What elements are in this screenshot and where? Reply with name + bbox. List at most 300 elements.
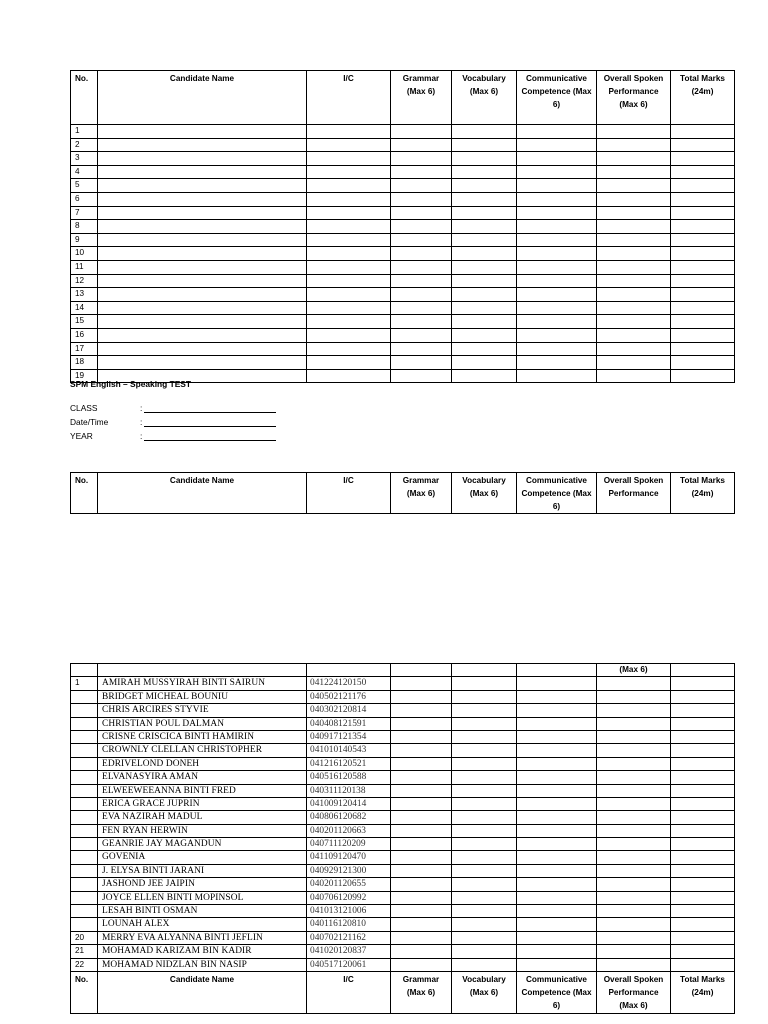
score-cell[interactable] xyxy=(597,288,671,302)
score-cell[interactable] xyxy=(597,220,671,234)
score-cell[interactable] xyxy=(671,771,735,784)
score-cell[interactable] xyxy=(98,288,307,302)
table-row xyxy=(71,905,735,918)
score-cell[interactable] xyxy=(98,165,307,179)
table-row xyxy=(71,811,735,824)
score-cell[interactable] xyxy=(391,260,452,274)
score-cell[interactable] xyxy=(597,192,671,206)
score-cell[interactable] xyxy=(452,945,517,958)
score-cell[interactable] xyxy=(517,878,597,891)
score-cell[interactable] xyxy=(597,784,671,797)
score-cell[interactable] xyxy=(452,784,517,797)
score-cell[interactable] xyxy=(307,192,391,206)
score-cell[interactable] xyxy=(391,342,452,356)
score-cell[interactable] xyxy=(517,704,597,717)
score-cell[interactable] xyxy=(671,730,735,743)
score-cell[interactable] xyxy=(517,677,597,690)
score-cell[interactable] xyxy=(517,958,597,971)
score-cell[interactable] xyxy=(391,125,452,139)
candidate-ic: 040917121354 xyxy=(307,730,391,743)
score-cell[interactable] xyxy=(517,179,597,193)
score-cell[interactable] xyxy=(452,369,517,383)
score-cell[interactable] xyxy=(452,165,517,179)
score-cell[interactable] xyxy=(671,784,735,797)
date-input-line[interactable] xyxy=(144,426,276,427)
score-cell[interactable] xyxy=(597,878,671,891)
score-cell[interactable] xyxy=(452,918,517,931)
score-cell[interactable] xyxy=(452,744,517,757)
score-cell[interactable] xyxy=(671,247,735,261)
score-cell[interactable] xyxy=(307,260,391,274)
max-note: (Max 6) xyxy=(597,664,671,677)
score-cell[interactable] xyxy=(597,958,671,971)
score-cell[interactable] xyxy=(671,260,735,274)
score-cell[interactable] xyxy=(517,206,597,220)
score-cell[interactable] xyxy=(391,356,452,370)
score-cell[interactable] xyxy=(517,288,597,302)
score-cell[interactable] xyxy=(391,192,452,206)
table-header-row xyxy=(71,473,735,514)
table-row xyxy=(71,342,735,356)
score-cell[interactable] xyxy=(307,356,391,370)
score-cell[interactable] xyxy=(307,206,391,220)
score-cell[interactable] xyxy=(391,838,452,851)
score-cell[interactable] xyxy=(391,878,452,891)
header-ic: I/C xyxy=(307,473,391,514)
score-cell[interactable] xyxy=(391,152,452,166)
score-cell[interactable] xyxy=(452,220,517,234)
score-cell[interactable] xyxy=(391,690,452,703)
score-cell[interactable] xyxy=(391,891,452,904)
score-cell[interactable] xyxy=(597,797,671,810)
score-cell[interactable] xyxy=(517,905,597,918)
score-cell[interactable] xyxy=(671,864,735,877)
candidate-ic: 040711120209 xyxy=(307,838,391,851)
score-cell[interactable] xyxy=(391,730,452,743)
score-cell[interactable] xyxy=(391,247,452,261)
score-cell[interactable] xyxy=(391,301,452,315)
score-cell[interactable] xyxy=(517,690,597,703)
score-cell[interactable] xyxy=(452,824,517,837)
score-cell[interactable] xyxy=(517,945,597,958)
score-cell[interactable] xyxy=(452,192,517,206)
candidate-ic: 040702121162 xyxy=(307,931,391,944)
header-ic: I/C xyxy=(307,71,391,125)
score-cell[interactable] xyxy=(671,690,735,703)
score-cell[interactable] xyxy=(517,717,597,730)
score-cell[interactable] xyxy=(391,717,452,730)
table-row xyxy=(71,717,735,730)
score-cell[interactable] xyxy=(517,931,597,944)
score-cell[interactable] xyxy=(98,179,307,193)
score-cell[interactable] xyxy=(98,206,307,220)
score-cell[interactable] xyxy=(517,328,597,342)
score-cell[interactable] xyxy=(671,838,735,851)
score-cell[interactable] xyxy=(671,717,735,730)
score-cell[interactable] xyxy=(517,152,597,166)
score-cell[interactable] xyxy=(597,730,671,743)
score-cell[interactable] xyxy=(671,918,735,931)
score-cell[interactable] xyxy=(671,878,735,891)
score-cell[interactable] xyxy=(597,247,671,261)
score-cell[interactable] xyxy=(452,717,517,730)
score-cell[interactable] xyxy=(391,918,452,931)
score-cell[interactable] xyxy=(98,315,307,329)
score-cell[interactable] xyxy=(452,690,517,703)
score-cell[interactable] xyxy=(452,152,517,166)
score-cell[interactable] xyxy=(597,233,671,247)
score-cell[interactable] xyxy=(597,165,671,179)
score-cell[interactable] xyxy=(597,864,671,877)
score-cell[interactable] xyxy=(391,179,452,193)
score-cell[interactable] xyxy=(597,260,671,274)
score-cell[interactable] xyxy=(671,138,735,152)
score-cell[interactable] xyxy=(307,179,391,193)
table-row xyxy=(71,206,735,220)
score-cell[interactable] xyxy=(307,369,391,383)
score-cell[interactable] xyxy=(452,206,517,220)
score-cell[interactable] xyxy=(452,301,517,315)
score-cell[interactable] xyxy=(517,824,597,837)
score-cell[interactable] xyxy=(391,328,452,342)
candidate-ic: 041020120837 xyxy=(307,945,391,958)
class-input-line[interactable] xyxy=(144,412,276,413)
score-cell[interactable] xyxy=(452,757,517,770)
score-cell[interactable] xyxy=(98,233,307,247)
candidate-ic: 041109120470 xyxy=(307,851,391,864)
score-cell[interactable] xyxy=(671,165,735,179)
score-cell[interactable] xyxy=(597,931,671,944)
score-cell[interactable] xyxy=(597,206,671,220)
score-cell[interactable] xyxy=(671,945,735,958)
table-row xyxy=(71,356,735,370)
score-cell[interactable] xyxy=(517,356,597,370)
score-cell[interactable] xyxy=(452,958,517,971)
score-cell[interactable] xyxy=(597,274,671,288)
score-cell[interactable] xyxy=(597,918,671,931)
score-cell[interactable] xyxy=(671,220,735,234)
score-cell[interactable] xyxy=(597,757,671,770)
form-title: SPM English – Speaking TEST xyxy=(70,379,191,389)
score-cell[interactable] xyxy=(517,192,597,206)
row-number: 15 xyxy=(71,315,98,329)
score-cell[interactable] xyxy=(391,206,452,220)
score-cell[interactable] xyxy=(671,288,735,302)
score-cell[interactable] xyxy=(391,824,452,837)
score-cell[interactable] xyxy=(597,744,671,757)
candidate-name: JOYCE ELLEN BINTI MOPINSOL xyxy=(98,891,307,904)
score-cell[interactable] xyxy=(391,165,452,179)
score-cell[interactable] xyxy=(597,851,671,864)
table-row xyxy=(71,260,735,274)
header-candidate-name: Candidate Name xyxy=(98,971,307,1013)
score-cell[interactable] xyxy=(391,864,452,877)
score-cell[interactable] xyxy=(671,274,735,288)
table-row xyxy=(71,247,735,261)
candidate-name: GEANRIE JAY MAGANDUN xyxy=(98,838,307,851)
table-row xyxy=(71,328,735,342)
score-cell[interactable] xyxy=(671,328,735,342)
score-cell[interactable] xyxy=(671,811,735,824)
score-cell[interactable] xyxy=(517,757,597,770)
score-cell[interactable] xyxy=(517,744,597,757)
score-cell[interactable] xyxy=(98,274,307,288)
score-cell[interactable] xyxy=(391,771,452,784)
score-cell[interactable] xyxy=(391,851,452,864)
score-cell[interactable] xyxy=(597,179,671,193)
score-cell[interactable] xyxy=(452,342,517,356)
score-cell[interactable] xyxy=(307,288,391,302)
score-cell[interactable] xyxy=(597,905,671,918)
score-cell[interactable] xyxy=(517,811,597,824)
table-row xyxy=(71,165,735,179)
score-cell[interactable] xyxy=(517,369,597,383)
score-cell[interactable] xyxy=(517,797,597,810)
score-cell[interactable] xyxy=(391,288,452,302)
score-cell[interactable] xyxy=(671,891,735,904)
table-row xyxy=(71,274,735,288)
row-number xyxy=(71,838,98,851)
score-cell[interactable] xyxy=(452,125,517,139)
score-cell[interactable] xyxy=(98,301,307,315)
score-cell[interactable] xyxy=(452,838,517,851)
candidate-ic: 040706120992 xyxy=(307,891,391,904)
score-cell[interactable] xyxy=(597,138,671,152)
score-cell[interactable] xyxy=(597,690,671,703)
score-cell[interactable] xyxy=(98,247,307,261)
score-cell[interactable] xyxy=(307,152,391,166)
score-cell[interactable] xyxy=(452,851,517,864)
score-cell[interactable] xyxy=(391,784,452,797)
score-cell[interactable] xyxy=(597,152,671,166)
score-cell[interactable] xyxy=(452,891,517,904)
score-cell[interactable] xyxy=(452,288,517,302)
score-cell[interactable] xyxy=(452,864,517,877)
score-cell[interactable] xyxy=(517,301,597,315)
score-cell[interactable] xyxy=(517,220,597,234)
score-cell[interactable] xyxy=(517,315,597,329)
score-cell[interactable] xyxy=(597,771,671,784)
score-cell[interactable] xyxy=(597,125,671,139)
score-cell[interactable] xyxy=(391,220,452,234)
score-cell[interactable] xyxy=(307,165,391,179)
score-cell[interactable] xyxy=(517,891,597,904)
score-cell[interactable] xyxy=(307,315,391,329)
score-cell[interactable] xyxy=(307,220,391,234)
score-cell[interactable] xyxy=(517,138,597,152)
score-cell[interactable] xyxy=(452,730,517,743)
table-row xyxy=(71,179,735,193)
row-number: 14 xyxy=(71,301,98,315)
row-number: 9 xyxy=(71,233,98,247)
score-cell[interactable] xyxy=(452,811,517,824)
score-cell[interactable] xyxy=(391,797,452,810)
score-cell[interactable] xyxy=(452,797,517,810)
score-cell[interactable] xyxy=(452,677,517,690)
score-cell[interactable] xyxy=(597,704,671,717)
score-cell[interactable] xyxy=(391,677,452,690)
score-cell[interactable] xyxy=(671,206,735,220)
score-cell[interactable] xyxy=(517,342,597,356)
table-row xyxy=(71,301,735,315)
score-cell[interactable] xyxy=(517,274,597,288)
score-cell[interactable] xyxy=(307,125,391,139)
row-number: 7 xyxy=(71,206,98,220)
score-cell[interactable] xyxy=(307,138,391,152)
score-cell[interactable] xyxy=(98,152,307,166)
score-cell[interactable] xyxy=(671,958,735,971)
score-cell[interactable] xyxy=(391,811,452,824)
score-cell[interactable] xyxy=(517,165,597,179)
score-cell[interactable] xyxy=(671,192,735,206)
score-cell[interactable] xyxy=(671,757,735,770)
score-cell[interactable] xyxy=(307,233,391,247)
score-cell[interactable] xyxy=(671,301,735,315)
score-cell[interactable] xyxy=(391,315,452,329)
score-cell[interactable] xyxy=(517,125,597,139)
score-cell[interactable] xyxy=(452,315,517,329)
score-cell[interactable] xyxy=(671,677,735,690)
score-cell[interactable] xyxy=(98,220,307,234)
score-cell[interactable] xyxy=(98,342,307,356)
score-cell[interactable] xyxy=(597,356,671,370)
score-cell[interactable] xyxy=(597,891,671,904)
score-cell[interactable] xyxy=(517,771,597,784)
score-cell[interactable] xyxy=(307,274,391,288)
score-cell[interactable] xyxy=(98,192,307,206)
score-cell[interactable] xyxy=(671,342,735,356)
candidate-name: MOHAMAD NIDZLAN BIN NASIP xyxy=(98,958,307,971)
score-cell[interactable] xyxy=(671,824,735,837)
score-cell[interactable] xyxy=(452,179,517,193)
score-cell[interactable] xyxy=(671,704,735,717)
score-cell[interactable] xyxy=(517,233,597,247)
score-cell[interactable] xyxy=(452,704,517,717)
score-cell[interactable] xyxy=(517,851,597,864)
score-cell[interactable] xyxy=(452,247,517,261)
row-number: 17 xyxy=(71,342,98,356)
score-cell[interactable] xyxy=(307,342,391,356)
score-cell[interactable] xyxy=(671,369,735,383)
score-cell[interactable] xyxy=(671,233,735,247)
score-cell[interactable] xyxy=(597,838,671,851)
score-cell[interactable] xyxy=(597,369,671,383)
score-cell[interactable] xyxy=(307,328,391,342)
score-cell[interactable] xyxy=(671,931,735,944)
score-cell[interactable] xyxy=(671,179,735,193)
score-cell[interactable] xyxy=(671,315,735,329)
header-communicative: Communicative Competence (Max 6) xyxy=(517,71,597,125)
score-cell[interactable] xyxy=(391,744,452,757)
score-cell[interactable] xyxy=(671,797,735,810)
score-cell[interactable] xyxy=(597,301,671,315)
score-cell[interactable] xyxy=(452,356,517,370)
score-cell[interactable] xyxy=(391,369,452,383)
score-cell[interactable] xyxy=(597,328,671,342)
score-cell[interactable] xyxy=(517,260,597,274)
colon: : xyxy=(140,431,143,441)
row-number: 3 xyxy=(71,152,98,166)
header-vocabulary: Vocabulary (Max 6) xyxy=(452,71,517,125)
score-cell[interactable] xyxy=(671,125,735,139)
score-cell[interactable] xyxy=(517,784,597,797)
candidate-rows xyxy=(71,664,735,972)
score-cell[interactable] xyxy=(597,717,671,730)
score-cell[interactable] xyxy=(98,125,307,139)
score-cell[interactable] xyxy=(597,315,671,329)
score-cell[interactable] xyxy=(98,328,307,342)
score-cell[interactable] xyxy=(597,342,671,356)
score-cell[interactable] xyxy=(452,328,517,342)
score-cell[interactable] xyxy=(307,301,391,315)
table-row xyxy=(71,690,735,703)
score-cell[interactable] xyxy=(452,931,517,944)
year-input-line[interactable] xyxy=(144,440,276,441)
score-cell[interactable] xyxy=(452,878,517,891)
header-communicative: Communicative Competence (Max 6) xyxy=(517,473,597,514)
score-cell[interactable] xyxy=(98,356,307,370)
year-label: YEAR xyxy=(70,431,93,441)
score-cell[interactable] xyxy=(98,260,307,274)
candidate-name: ERICA GRACE JUPRIN xyxy=(98,797,307,810)
score-cell[interactable] xyxy=(597,811,671,824)
score-cell[interactable] xyxy=(671,152,735,166)
score-cell[interactable] xyxy=(452,905,517,918)
score-cell[interactable] xyxy=(452,260,517,274)
score-cell[interactable] xyxy=(391,704,452,717)
row-number xyxy=(71,891,98,904)
score-cell[interactable] xyxy=(452,138,517,152)
score-cell[interactable] xyxy=(597,824,671,837)
score-cell[interactable] xyxy=(517,838,597,851)
table-row xyxy=(71,771,735,784)
score-cell[interactable] xyxy=(671,356,735,370)
score-cell[interactable] xyxy=(597,677,671,690)
score-cell[interactable] xyxy=(517,864,597,877)
score-cell[interactable] xyxy=(452,771,517,784)
score-cell[interactable] xyxy=(391,931,452,944)
row-number xyxy=(71,730,98,743)
candidate-ic: 041224120150 xyxy=(307,677,391,690)
score-cell[interactable] xyxy=(597,945,671,958)
score-cell[interactable] xyxy=(391,757,452,770)
score-cell[interactable] xyxy=(98,138,307,152)
score-cell[interactable] xyxy=(452,233,517,247)
score-cell[interactable] xyxy=(517,730,597,743)
score-cell[interactable] xyxy=(517,918,597,931)
score-cell[interactable] xyxy=(391,274,452,288)
row-number: 5 xyxy=(71,179,98,193)
score-cell[interactable] xyxy=(452,274,517,288)
table-row xyxy=(71,918,735,931)
candidate-table xyxy=(70,663,735,1014)
score-cell[interactable] xyxy=(671,744,735,757)
score-cell[interactable] xyxy=(671,851,735,864)
score-cell[interactable] xyxy=(391,233,452,247)
score-cell[interactable] xyxy=(391,945,452,958)
row-number: 19 xyxy=(71,369,98,383)
score-cell[interactable] xyxy=(307,247,391,261)
row-number xyxy=(71,744,98,757)
row-number: 22 xyxy=(71,958,98,971)
score-cell[interactable] xyxy=(517,247,597,261)
row-number xyxy=(71,784,98,797)
score-cell[interactable] xyxy=(391,138,452,152)
score-cell[interactable] xyxy=(391,905,452,918)
score-cell[interactable] xyxy=(391,958,452,971)
score-cell[interactable] xyxy=(671,905,735,918)
header-communicative: Communicative Competence (Max 6) xyxy=(517,971,597,1013)
